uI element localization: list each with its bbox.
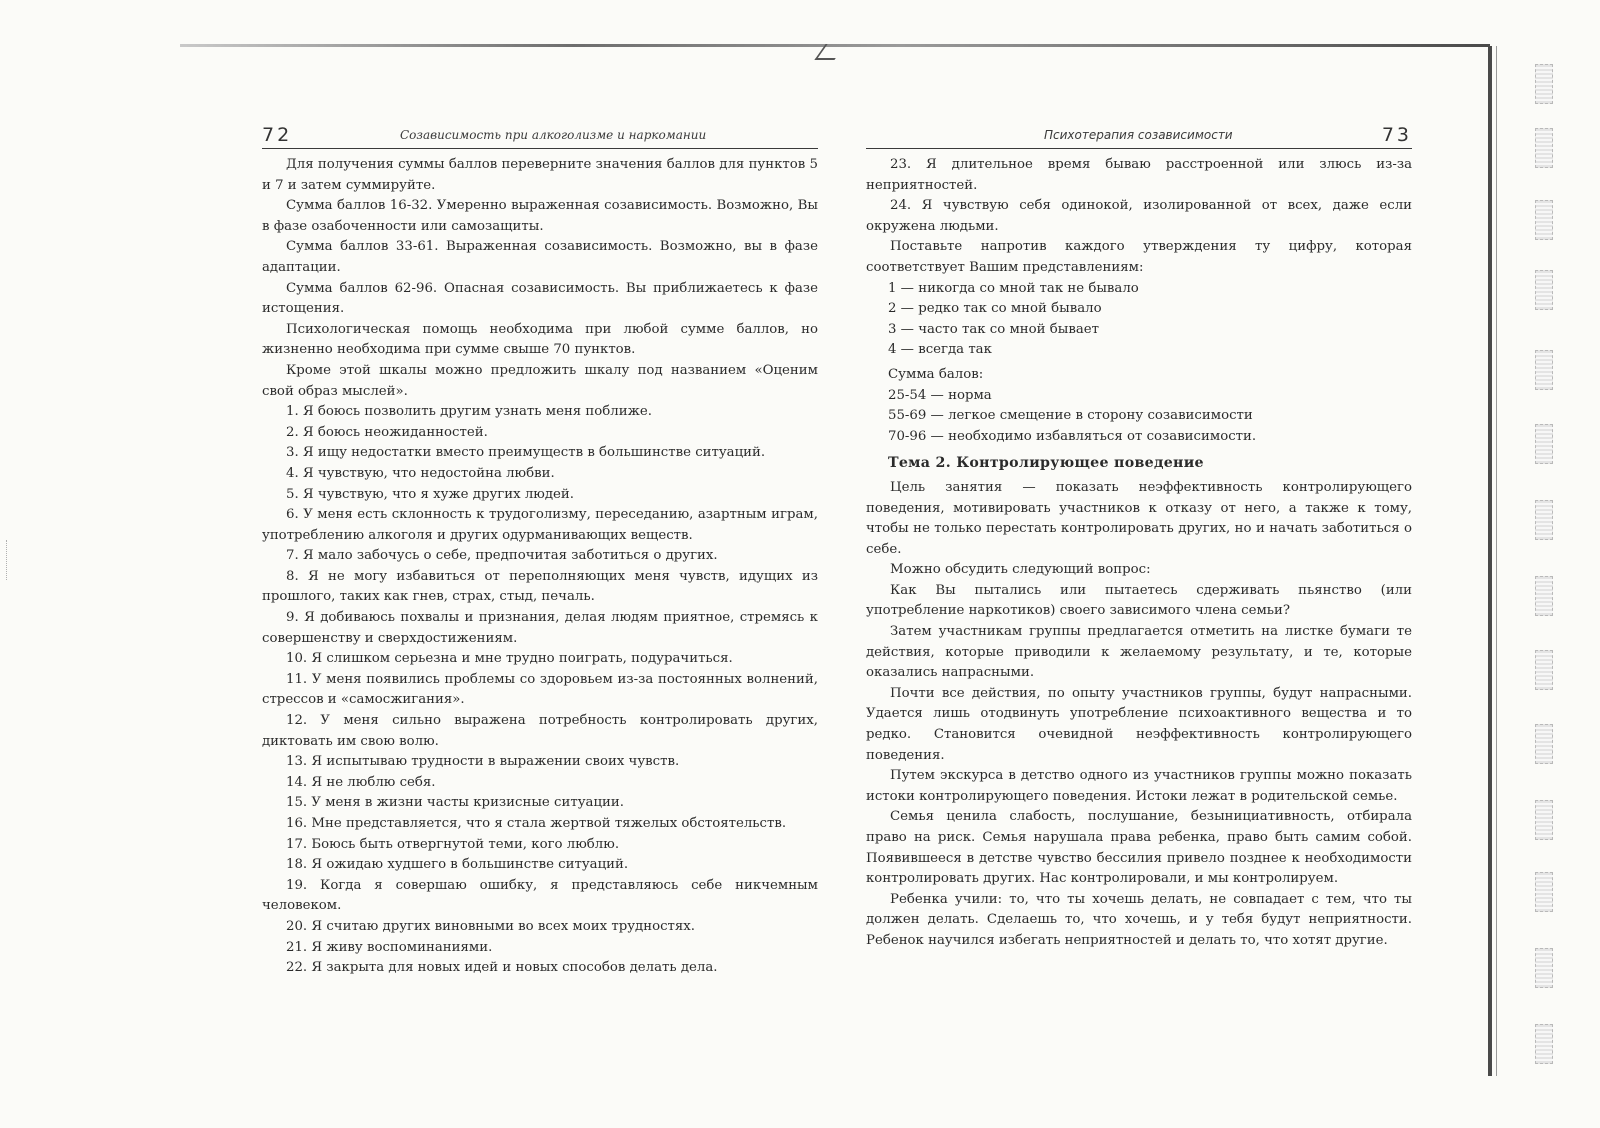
binder-mark (1535, 270, 1553, 310)
paragraph: Поставьте напротив каждого утверждения ту цифру, которая соответствует Вашим представлениям: (866, 239, 1412, 275)
sum-title: Сумма балов: (888, 366, 984, 382)
paragraph: Сумма баллов 62-96. Опасная созависимость. Вы приближаетесь к фазе истощения. (262, 280, 818, 317)
list-item: 2. Я боюсь неожиданностей. (286, 424, 488, 440)
list-item: 7. Я мало забочусь о себе, предпочитая заботиться о других. (286, 548, 718, 564)
list-item: 14. Я не люблю себя. (286, 774, 436, 790)
paragraph: Сумма баллов 33-61. Выраженная созависимость. Возможно, вы в фазе адаптации. (262, 239, 818, 275)
binder-mark (1535, 350, 1553, 390)
section-heading: Тема 2. Контролирующее поведение (888, 455, 1204, 472)
binder-mark (1535, 64, 1553, 104)
running-head: Психотерапия созависимости (1044, 128, 1233, 142)
list-item: 11. У меня появились проблемы со здоровьем из-за постоянных волнений, стрессов и «самосжигания». (262, 671, 818, 708)
paragraph: Для получения суммы баллов переверните значения баллов для пунктов 5 и 7 и затем суммируйте. (262, 157, 818, 193)
paragraph: Цель занятия — показать неэффективность контролирующего поведения, мотивировать участников к отказу от него, а также к тому, чтобы не только перестать контролировать других, но и начать заботиться о себе. (866, 479, 1412, 557)
page-header (262, 118, 818, 149)
sum-range: 70-96 — необходимо избавляться от созависимости. (888, 428, 1257, 444)
list-item: 9. Я добиваюсь похвалы и признания, делая людям приятное, стремясь к совершенству и сверхдостижениям. (262, 610, 818, 646)
list-item: 3. Я ищу недостатки вместо преимуществ в большинстве ситуаций. (286, 445, 766, 461)
paragraph: Кроме этой шкалы можно предложить шкалу под названием «Оценим свой образ мыслей». (262, 362, 818, 399)
scale-option: 4 — всегда так (888, 342, 992, 358)
paragraph: Ребенка учили: то, что ты хочешь делать, не совпадает с тем, что ты должен делать. Сделаешь то, что хочешь, и у тебя будут неприятности. Ребенок научился избегать неприятностей и делать то, что хотят другие. (866, 891, 1412, 948)
binder-mark (1535, 1024, 1553, 1064)
scale-option: 2 — редко так со мной бывало (888, 301, 1102, 317)
page-body (866, 155, 1412, 952)
list-item: 20. Я считаю других виновными во всех моих трудностях. (286, 918, 696, 934)
list-item: 8. Я не могу избавиться от переполняющих меня чувств, идущих из прошлого, таких как гнев, страх, стыд, печаль. (262, 568, 818, 605)
paragraph: Путем экскурса в детство одного из участников группы можно показать истоки контролирующего поведения. Истоки лежат в родительской семье. (866, 768, 1412, 804)
binder-mark (1535, 724, 1553, 764)
list-item: 22. Я закрыта для новых идей и новых способов делать дела. (286, 960, 718, 976)
list-item: 18. Я ожидаю худшего в большинстве ситуаций. (286, 857, 629, 873)
paragraph: Почти все действия, по опыту участников группы, будут напрасными. Удается лишь отодвинуть употребление психоактивного вещества и то редко. Становится очевидной неэффективность контролирующего поведения. (866, 685, 1412, 763)
page-number: 72 (262, 124, 293, 146)
page-header (866, 118, 1412, 149)
binder-mark (1535, 872, 1553, 912)
paragraph: Как Вы пытались или пытаетесь сдерживать пьянство (или употребление наркотиков) своего зависимого члена семьи? (866, 582, 1412, 619)
list-item: 23. Я длительное время бываю расстроенной или злюсь из-за неприятностей. (866, 157, 1412, 193)
paragraph: Сумма баллов 16-32. Умеренно выраженная созависимость. Возможно, Вы в фазе озабоченности или самозащиты. (262, 198, 818, 234)
list-item: 16. Мне представляется, что я стала жертвой тяжелых обстоятельств. (286, 816, 787, 831)
paragraph: Психологическая помощь необходима при любой сумме баллов, но жизненно необходима при сумме свыше 70 пунктов. (262, 321, 818, 358)
list-item: 21. Я живу воспоминаниями. (286, 939, 493, 955)
binder-mark (1535, 500, 1553, 540)
page-number: 73 (1381, 124, 1412, 146)
scale-option: 3 — часто так со мной бывает (888, 321, 1099, 337)
running-head: Созависимость при алкоголизме и наркомании (400, 128, 707, 142)
list-item: 19. Когда я совершаю ошибку, я представляюсь себе никчемным человеком. (262, 877, 818, 914)
binder-mark (1535, 576, 1553, 616)
list-item: 13. Я испытываю трудности в выражении своих чувств. (286, 754, 680, 770)
binder-mark (1535, 424, 1553, 464)
list-item: 1. Я боюсь позволить другим узнать меня поближе. (286, 404, 652, 420)
paragraph: Семья ценила слабость, послушание, безынициативность, отбирала право на риск. Семья нарушала права ребенка, право быть самим собой. Появившееся в детстве чувство бессилия привело позднее к необходимости контролировать других. Нас контролировали, и мы контролируем. (866, 809, 1412, 887)
binder-mark (1535, 650, 1553, 690)
list-item: 6. У меня есть склонность к трудоголизму, переседанию, азартным играм, употреблению алкоголя и других одурманивающих веществ. (262, 507, 818, 543)
list-item: 17. Боюсь быть отвергнутой теми, кого люблю. (286, 836, 620, 852)
paragraph: Можно обсудить следующий вопрос: (890, 562, 1151, 578)
sum-range: 25-54 — норма (888, 387, 992, 403)
sum-range: 55-69 — легкое смещение в сторону созависимости (888, 408, 1253, 424)
scan-left-dots (6, 540, 9, 580)
binder-mark (1535, 128, 1553, 168)
list-item: 10. Я слишком серьезна и мне трудно поиграть, подурачиться. (286, 651, 733, 667)
binder-mark (1535, 200, 1553, 240)
page-body (262, 155, 818, 979)
scan-right-edge-shadow (1496, 46, 1497, 1076)
list-item: 15. У меня в жизни часты кризисные ситуации. (286, 795, 624, 811)
right-page (866, 118, 1412, 952)
list-item: 4. Я чувствую, что недостойна любви. (286, 465, 555, 481)
scan-right-edge (1488, 46, 1492, 1076)
left-page (262, 118, 818, 979)
scale-option: 1 — никогда со мной так не бывало (888, 280, 1139, 296)
binder-mark (1535, 948, 1553, 988)
paragraph: Затем участникам группы предлагается отметить на листке бумаги те действия, которые приводили к желаемому результату, и те, которые оказались напрасными. (866, 624, 1412, 681)
list-item: 12. У меня сильно выражена потребность контролировать других, диктовать им свою волю. (262, 713, 818, 749)
list-item: 24. Я чувствую себя одинокой, изолированной от всех, даже если окружена людьми. (866, 198, 1412, 234)
list-item: 5. Я чувствую, что я хуже других людей. (286, 486, 575, 502)
binder-mark (1535, 800, 1553, 840)
